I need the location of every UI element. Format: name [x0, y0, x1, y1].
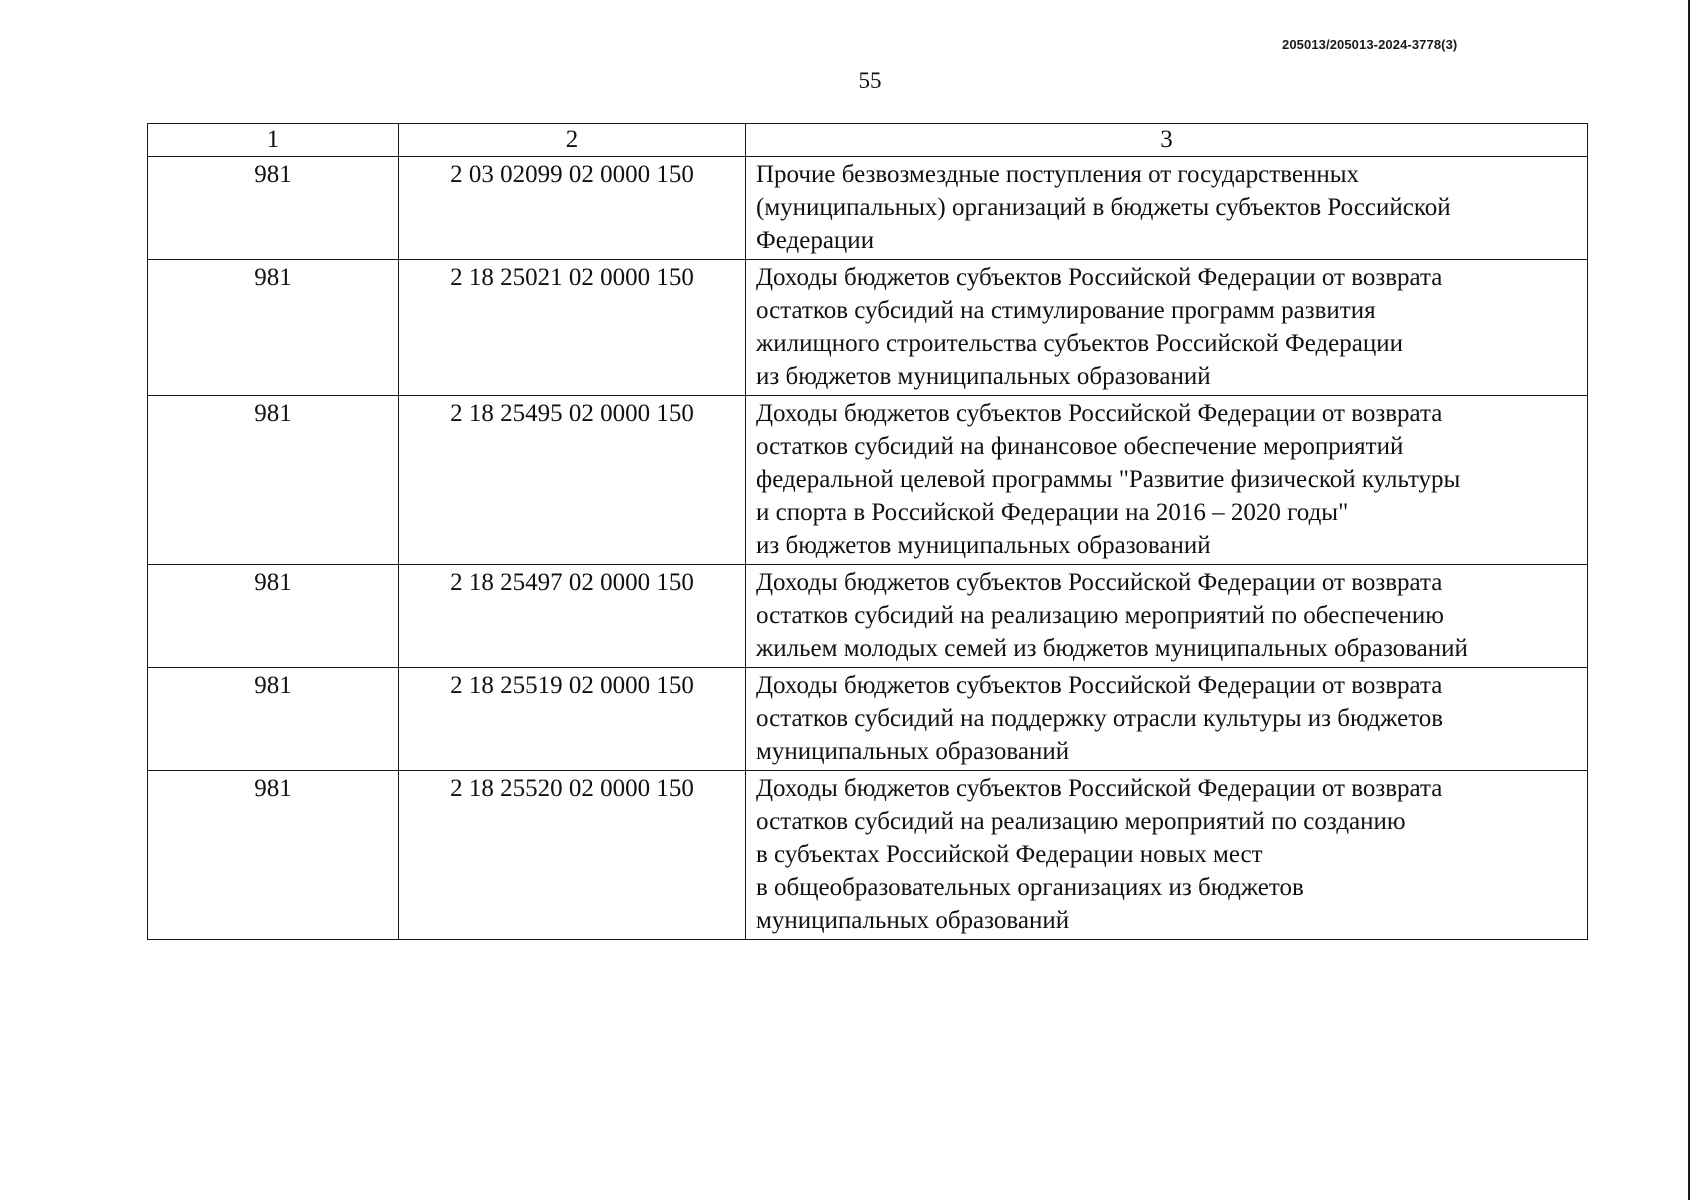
admin-code-cell: 981: [148, 668, 399, 771]
description-line: федеральной целевой программы "Развитие физической культуры: [756, 466, 1461, 493]
description-cell: [746, 260, 1588, 396]
description-line: остатков субсидий на реализацию мероприятий по обеспечению: [756, 602, 1444, 629]
revenue-codes-table: [147, 123, 1588, 940]
table-row: [148, 396, 1588, 565]
admin-code-cell: 981: [148, 396, 399, 565]
description-line: остатков субсидий на стимулирование программ развития: [756, 297, 1376, 324]
table-header-row: [148, 124, 1588, 157]
description-line: остатков субсидий на реализацию мероприятий по созданию: [756, 808, 1406, 835]
revenue-code-cell: 2 03 02099 02 0000 150: [399, 157, 746, 260]
description-line: остатков субсидий на финансовое обеспечение мероприятий: [756, 433, 1404, 460]
description-line: жильем молодых семей из бюджетов муниципальных образований: [756, 635, 1468, 662]
description-line: в общеобразовательных организациях из бюджетов: [756, 874, 1304, 901]
revenue-code-cell: 2 18 25021 02 0000 150: [399, 260, 746, 396]
revenue-code-cell: 2 18 25520 02 0000 150: [399, 771, 746, 940]
description-cell: [746, 157, 1588, 260]
description-line: Доходы бюджетов субъектов Российской Федерации от возврата: [756, 775, 1443, 802]
description-line: (муниципальных) организаций в бюджеты субъектов Российской: [756, 194, 1451, 221]
table-row: [148, 771, 1588, 940]
description-line: и спорта в Российской Федерации на 2016 – 2020 годы": [756, 499, 1349, 526]
column-header: 2: [399, 124, 746, 157]
admin-code-cell: 981: [148, 565, 399, 668]
description-line: Прочие безвозмездные поступления от государственных: [756, 161, 1360, 188]
description-line: Доходы бюджетов субъектов Российской Федерации от возврата: [756, 672, 1443, 699]
description-line: муниципальных образований: [756, 738, 1070, 765]
description-line: остатков субсидий на поддержку отрасли культуры из бюджетов: [756, 705, 1444, 732]
page-edge-line: [1688, 0, 1690, 1200]
revenue-code-cell: 2 18 25519 02 0000 150: [399, 668, 746, 771]
table-row: [148, 565, 1588, 668]
description-cell: [746, 771, 1588, 940]
description-line: из бюджетов муниципальных образований: [756, 363, 1211, 390]
description-line: Доходы бюджетов субъектов Российской Федерации от возврата: [756, 400, 1443, 427]
column-header: 1: [148, 124, 399, 157]
admin-code-cell: 981: [148, 260, 399, 396]
admin-code-cell: 981: [148, 771, 399, 940]
description-cell: [746, 565, 1588, 668]
description-line: в субъектах Российской Федерации новых мест: [756, 841, 1263, 868]
revenue-code-cell: 2 18 25497 02 0000 150: [399, 565, 746, 668]
admin-code-cell: 981: [148, 157, 399, 260]
description-line: из бюджетов муниципальных образований: [756, 532, 1211, 559]
description-line: Федерации: [756, 227, 875, 254]
description-line: Доходы бюджетов субъектов Российской Федерации от возврата: [756, 569, 1443, 596]
description-line: жилищного строительства субъектов Российской Федерации: [756, 330, 1404, 357]
description-cell: [746, 396, 1588, 565]
table-row: [148, 157, 1588, 260]
revenue-code-cell: 2 18 25495 02 0000 150: [399, 396, 746, 565]
description-cell: [746, 668, 1588, 771]
column-header: 3: [746, 124, 1588, 157]
table-row: [148, 260, 1588, 396]
page-number: 55: [858, 68, 882, 93]
description-line: Доходы бюджетов субъектов Российской Федерации от возврата: [756, 264, 1443, 291]
description-line: муниципальных образований: [756, 907, 1070, 934]
table-row: [148, 668, 1588, 771]
document-id: 205013/205013-2024-3778(3): [1282, 37, 1458, 52]
